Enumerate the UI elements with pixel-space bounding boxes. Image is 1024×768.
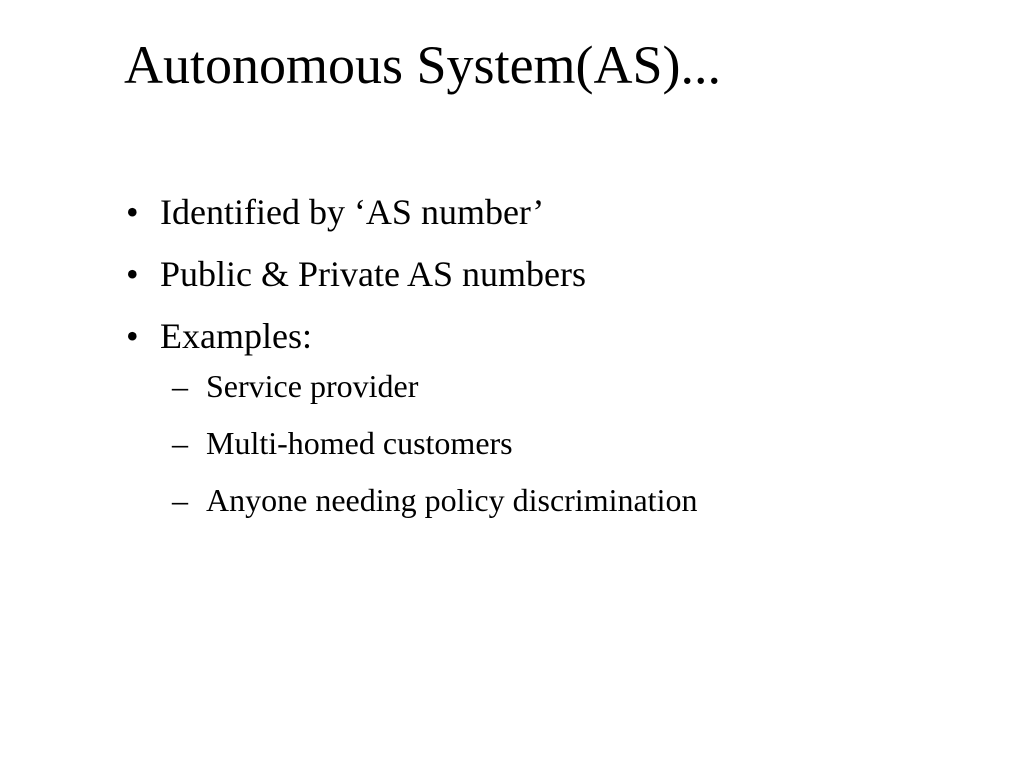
bullet-dot-icon: •: [126, 192, 139, 232]
bullet-dot-icon: •: [126, 254, 139, 294]
sub-bullet-text: Anyone needing policy discrimination: [206, 482, 698, 518]
bullet-list: [124, 188, 698, 518]
dash-icon: –: [172, 482, 188, 518]
bullet-item: [124, 312, 698, 518]
bullet-text: Examples:: [160, 316, 312, 356]
sub-bullet-item: [160, 480, 697, 520]
sub-bullet-text: Service provider: [206, 368, 419, 404]
sub-bullet-list: [160, 366, 697, 520]
bullet-dot-icon: •: [126, 316, 139, 356]
bullet-text: Public & Private AS numbers: [160, 254, 586, 294]
dash-icon: –: [172, 425, 188, 461]
dash-icon: –: [172, 368, 188, 404]
slide-title: Autonomous System(AS)...: [124, 35, 722, 95]
bullet-item: [124, 188, 697, 236]
sub-bullet-text: Multi-homed customers: [206, 425, 513, 461]
sub-bullet-item: [160, 423, 697, 463]
sub-bullet-item: [160, 366, 697, 406]
bullet-text: Identified by ‘AS number’: [160, 192, 545, 232]
bullet-item: [124, 250, 697, 298]
